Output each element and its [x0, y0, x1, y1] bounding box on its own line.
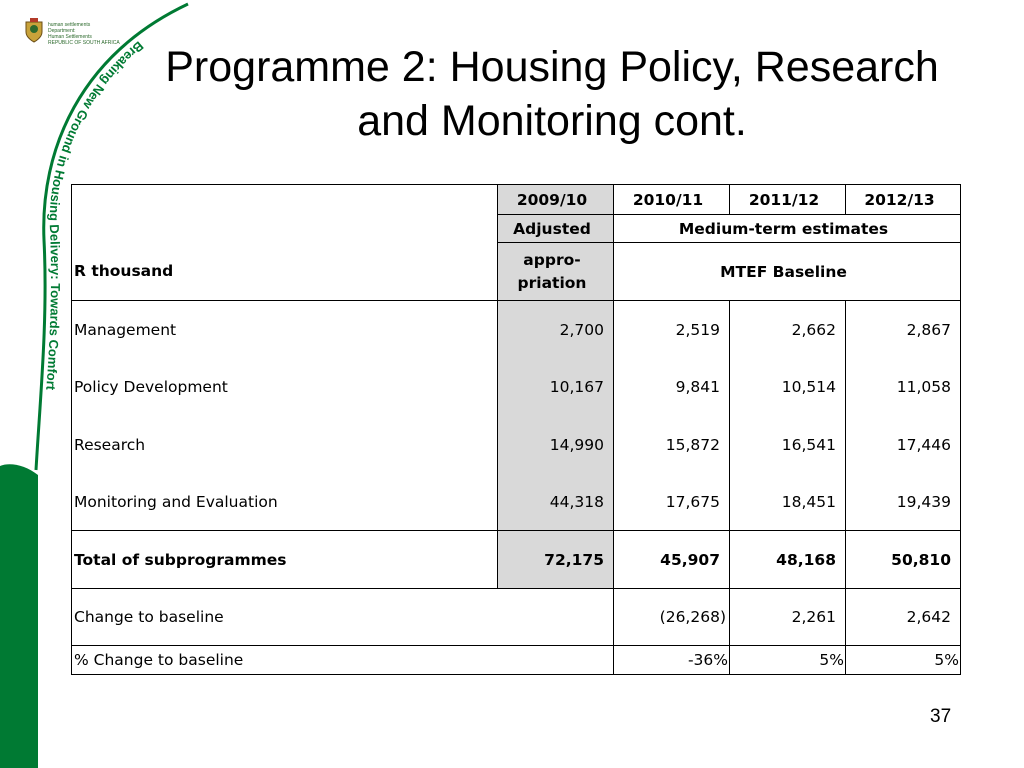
change-row [72, 589, 961, 646]
slide-number: 37 [930, 706, 952, 727]
appropriation-line-1: appro- [523, 250, 581, 269]
value-cell: 2,867 [846, 301, 961, 359]
value-cell: 44,318 [498, 474, 614, 531]
mtef-baseline-label: MTEF Baseline [614, 243, 961, 301]
total-value: 50,810 [846, 531, 961, 589]
row-label: Policy Development [72, 359, 498, 416]
table-row [72, 359, 961, 416]
logo-line-4: REPUBLIC OF SOUTH AFRICA [48, 40, 120, 46]
slide-title [120, 40, 984, 148]
title-line-2: and Monitoring cont. [357, 97, 747, 145]
change-value: 2,642 [846, 589, 961, 646]
change-label: Change to baseline [72, 589, 614, 646]
value-cell: 11,058 [846, 359, 961, 416]
total-value: 45,907 [614, 531, 730, 589]
year-header: 2009/10 [498, 185, 614, 215]
header-spacer-cell [72, 215, 498, 243]
change-value: (26,268) [614, 589, 730, 646]
pct-change-row [72, 646, 961, 675]
year-header: 2010/11 [614, 185, 730, 215]
table-row [72, 416, 961, 474]
logo-line-2: Department: [48, 28, 76, 34]
value-cell: 17,675 [614, 474, 730, 531]
row-label: Monitoring and Evaluation [72, 474, 498, 531]
appropriation-line-2: priation [517, 273, 587, 292]
year-header: 2011/12 [730, 185, 846, 215]
total-row [72, 531, 961, 589]
header-row-type [72, 215, 961, 243]
row-label: Research [72, 416, 498, 474]
value-cell: 2,700 [498, 301, 614, 359]
value-cell: 10,514 [730, 359, 846, 416]
header-corner-cell [72, 185, 498, 215]
value-cell: 2,519 [614, 301, 730, 359]
value-cell: 18,451 [730, 474, 846, 531]
adjusted-label: Adjusted [498, 215, 614, 243]
department-logo [24, 16, 120, 48]
value-cell: 14,990 [498, 416, 614, 474]
value-cell: 2,662 [730, 301, 846, 359]
total-value: 72,175 [498, 531, 614, 589]
unit-label: R thousand [72, 243, 498, 301]
year-header: 2012/13 [846, 185, 961, 215]
value-cell: 15,872 [614, 416, 730, 474]
table-row [72, 474, 961, 531]
header-row-years [72, 185, 961, 215]
value-cell: 16,541 [730, 416, 846, 474]
medium-term-label: Medium-term estimates [614, 215, 961, 243]
title-line-1: Programme 2: Housing Policy, Research [165, 43, 939, 91]
total-value: 48,168 [730, 531, 846, 589]
pct-change-value: 5% [846, 646, 961, 675]
value-cell: 19,439 [846, 474, 961, 531]
header-row-unit [72, 243, 961, 301]
pct-change-value: -36% [614, 646, 730, 675]
change-value: 2,261 [730, 589, 846, 646]
pct-change-value: 5% [730, 646, 846, 675]
appropriation-label [498, 243, 614, 301]
value-cell: 9,841 [614, 359, 730, 416]
pct-change-label: % Change to baseline [72, 646, 614, 675]
table-row [72, 301, 961, 359]
logo-text [48, 22, 120, 46]
logo-line-3: Human Settlements [48, 34, 92, 40]
budget-table [71, 184, 961, 675]
value-cell: 17,446 [846, 416, 961, 474]
total-label: Total of subprogrammes [72, 531, 498, 589]
slogan-text: Breaking New Ground in Housing Delivery: Towards Comfort [43, 38, 147, 391]
coat-of-arms-icon [24, 18, 44, 44]
value-cell: 10,167 [498, 359, 614, 416]
logo-line-1: human settlements [48, 22, 91, 28]
row-label: Management [72, 301, 498, 359]
green-swoosh [0, 464, 38, 768]
